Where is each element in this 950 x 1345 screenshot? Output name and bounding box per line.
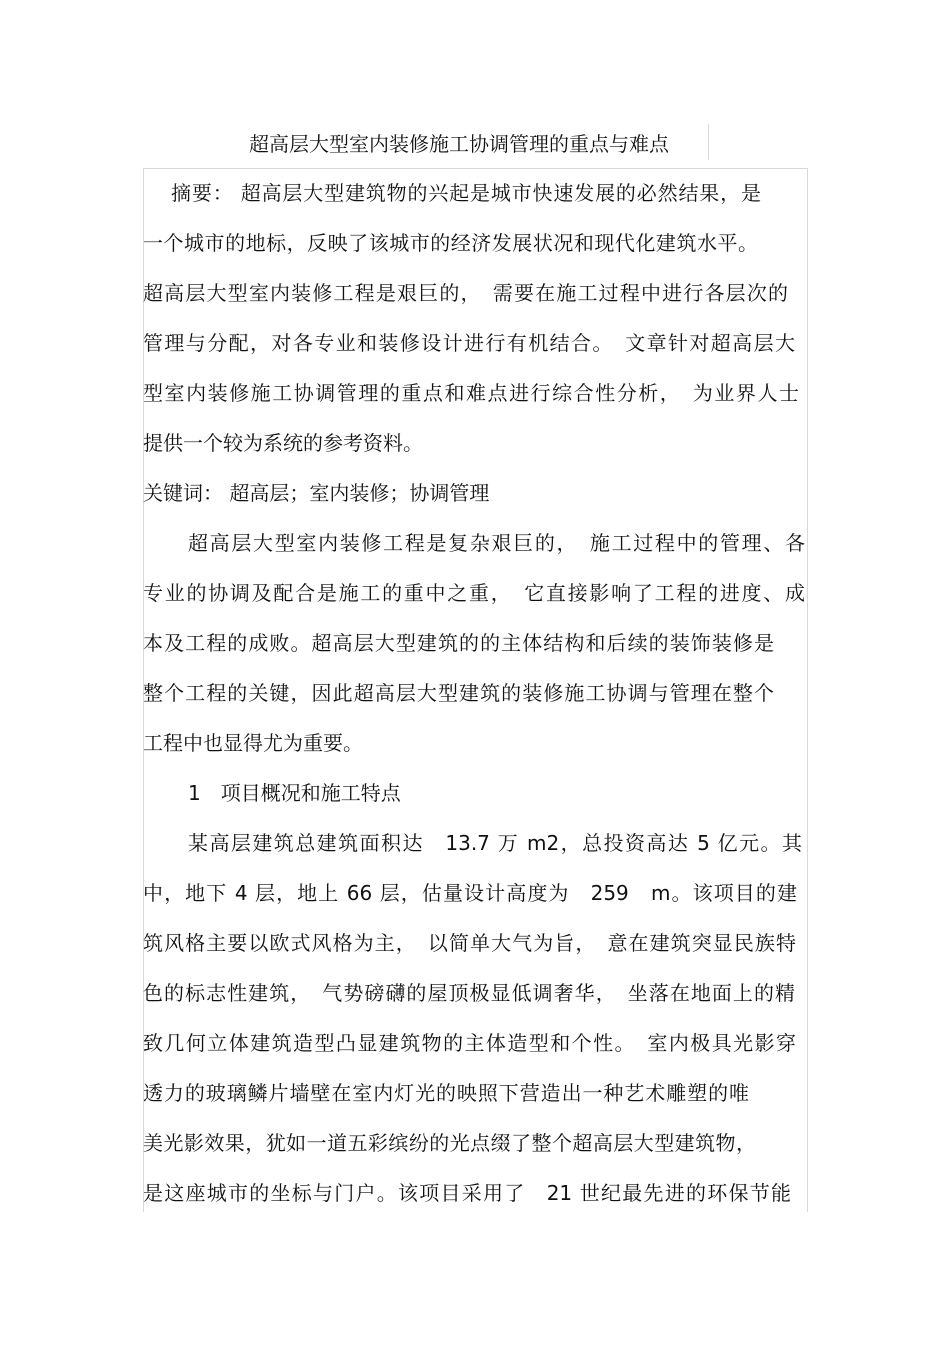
paragraph-2-line-8: 是这座城市的坐标与门户。该项目采用了 21 世纪最先进的环保节能: [143, 1181, 791, 1205]
page-frame-top: [143, 168, 808, 169]
abstract-line-6: 提供一个较为系统的参考资料。: [143, 431, 423, 455]
abstract-line-4: 管理与分配，对各专业和装修设计进行有机结合。 文章针对超高层大: [143, 331, 795, 355]
paragraph-2-line-4: 色的标志性建筑， 气势磅礴的屋顶极显低调奢华， 坐落在地面上的精: [143, 981, 795, 1005]
paragraph-2-line-7: 美光影效果，犹如一道五彩缤纷的光点缀了整个超高层大型建筑物，: [143, 1131, 756, 1155]
keywords-line: 关键词： 超高层；室内装修；协调管理: [143, 481, 490, 505]
page-frame-right: [807, 168, 808, 1212]
section-heading-1: 1 项目概况和施工特点: [188, 781, 401, 805]
paragraph-1-line-1: 超高层大型室内装修工程是复杂艰巨的， 施工过程中的管理、各: [188, 531, 805, 555]
abstract-line-2: 一个城市的地标，反映了该城市的经济发展状况和现代化建筑水平。: [143, 231, 758, 255]
paragraph-1-line-4: 整个工程的关键，因此超高层大型建筑的装修施工协调与管理在整个: [143, 681, 774, 705]
paragraph-2-line-3: 筑风格主要以欧式风格为主， 以简单大气为旨， 意在建筑突显民族特: [143, 931, 796, 955]
abstract-line-3: 超高层大型室内装修工程是艰巨的， 需要在施工过程中进行各层次的: [143, 281, 788, 305]
paragraph-2-line-1: 某高层建筑总建筑面积达 13.7 万 m2，总投资高达 5 亿元。其: [188, 831, 802, 855]
paragraph-1-line-2: 专业的协调及配合是施工的重中之重， 它直接影响了工程的进度、成: [143, 581, 805, 605]
abstract-line-5: 型室内装修施工协调管理的重点和难点进行综合性分析， 为业界人士: [143, 381, 799, 405]
paragraph-2-line-5: 致几何立体建筑造型凸显建筑物的主体造型和个性。 室内极具光影穿: [143, 1031, 796, 1055]
paragraph-2-line-6: 透力的玻璃鳞片墙壁在室内灯光的映照下营造出一种艺术雕塑的唯: [143, 1081, 749, 1105]
document-title: 超高层大型室内装修施工协调管理的重点与难点: [249, 132, 669, 156]
paragraph-1-line-5: 工程中也显得尤为重要。: [143, 731, 363, 755]
abstract-line-1: 摘要： 超高层大型建筑物的兴起是城市快速发展的必然结果，是: [171, 181, 761, 205]
paragraph-2-line-2: 中，地下 4 层，地上 66 层，估量设计高度为 259 m。该项目的建: [143, 881, 797, 905]
paragraph-1-line-3: 本及工程的成败。超高层大型建筑的的主体结构和后续的装饰装修是: [143, 631, 774, 655]
